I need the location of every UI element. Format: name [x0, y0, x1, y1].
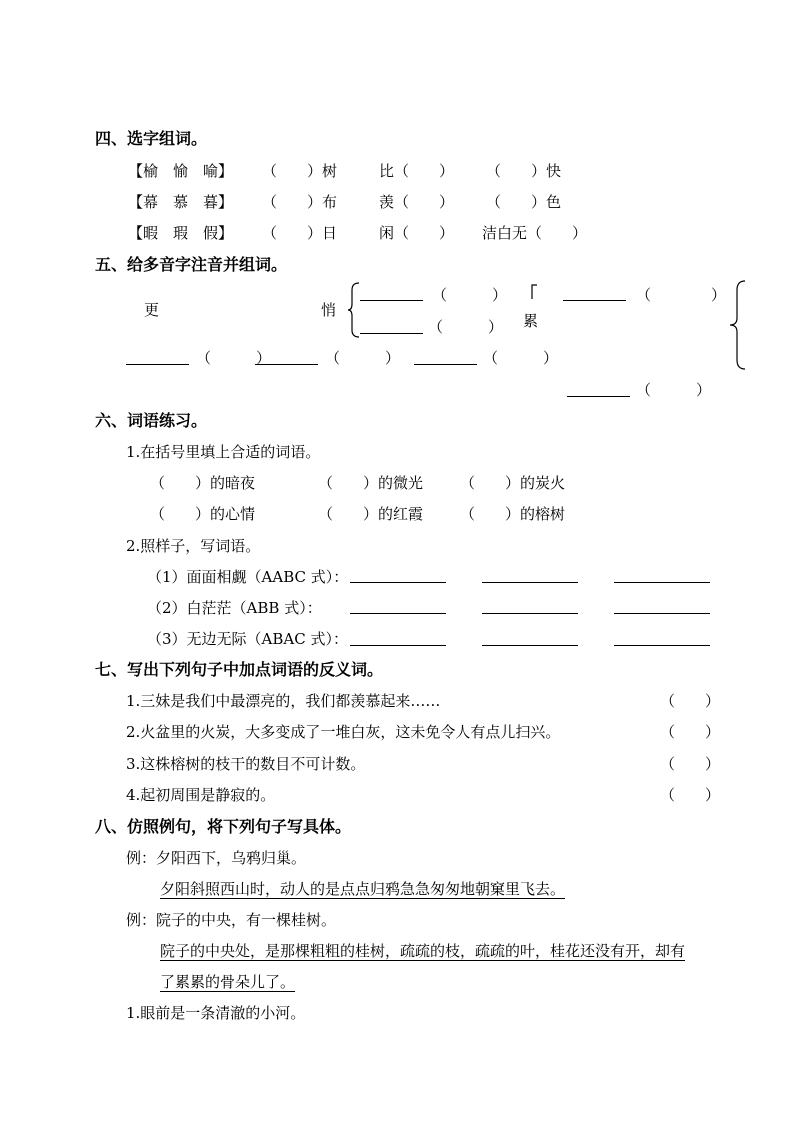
word-group-3: 【暇 瑕 假】	[128, 224, 234, 242]
answer-line	[350, 582, 446, 583]
blank-item-2c: （ ）色	[486, 193, 562, 211]
example-1-answer: 夕阳斜照西山时，动人的是点点归鸦急急匆匆地朝窠里飞去。	[160, 880, 566, 898]
sentence-item: 2.火盆里的火炭，大多变成了一堆白灰，这未免令人有点儿扫兴。	[126, 723, 561, 741]
answer-line	[126, 364, 189, 365]
answer-line	[350, 613, 446, 614]
blank-item-2a: （ ）布	[262, 193, 338, 211]
pinyin-paren: （ ）	[325, 349, 401, 367]
pinyin-paren: （ ）	[636, 381, 712, 399]
section-4-heading: 四、选字组词。	[95, 129, 208, 148]
example-1: 例：夕阳西下，乌鸦归巢。	[126, 849, 307, 867]
fill-item: （ ）的炭火	[460, 474, 566, 492]
blank-item-3c: 洁白无（ ）	[482, 224, 588, 242]
answer-line	[360, 333, 423, 334]
brace-right-icon	[730, 280, 746, 370]
pinyin-paren: （ ）	[636, 286, 727, 304]
answer-line	[255, 364, 318, 365]
answer-line	[482, 645, 578, 646]
pinyin-paren: （ ）	[483, 349, 559, 367]
brace-icon	[348, 282, 360, 338]
answer-line	[360, 300, 423, 301]
sentence-item: 4.起初周围是静寂的。	[126, 786, 276, 804]
answer-line	[482, 582, 578, 583]
question-2: 2.照样子，写词语。	[126, 537, 261, 555]
sentence-item: 1.三妹是我们中最漂亮的，我们都羡慕起来……	[126, 692, 441, 710]
pattern-item: （1）面面相觑（AABC 式）：	[147, 568, 349, 586]
section-7-heading: 七、写出下列句子中加点词语的反义词。	[95, 660, 384, 679]
pattern-item: （2）白茫茫（ABB 式）：	[147, 599, 322, 617]
answer-line	[614, 613, 710, 614]
word-group-2: 【幕 慕 暮】	[128, 193, 234, 211]
fill-item: （ ）的暗夜	[150, 474, 256, 492]
pinyin-paren: （ ）	[428, 318, 504, 336]
word-group-1: 【榆 愉 喻】	[128, 162, 234, 180]
example-2-answer-line-2: 了累累的骨朵儿了。	[160, 973, 296, 991]
fill-item: （ ）的榕树	[460, 505, 566, 523]
question-item: 1.眼前是一条清澈的小河。	[126, 1004, 306, 1022]
pinyin-paren: （ ）	[432, 286, 508, 304]
answer-line	[482, 613, 578, 614]
blank-item-1c: （ ）快	[486, 162, 562, 180]
fill-item: （ ）的红霞	[318, 505, 424, 523]
bracket-icon	[529, 284, 539, 300]
pinyin-paren: （ ）	[196, 349, 272, 367]
blank-item-1a: （ ）树	[262, 162, 338, 180]
blank-item-1b: 比（ ）	[379, 162, 455, 180]
fill-item: （ ）的心情	[150, 505, 256, 523]
example-2: 例：院子的中央，有一棵桂树。	[126, 911, 337, 929]
answer-line	[614, 645, 710, 646]
sentence-item: 3.这株榕树的枝干的数目不可计数。	[126, 755, 366, 773]
polyphone-char-3: 累	[523, 312, 539, 330]
answer-paren: （ ）	[660, 786, 721, 804]
answer-line	[567, 396, 630, 397]
fill-item: （ ）的微光	[318, 474, 424, 492]
answer-line	[563, 300, 626, 301]
section-6-heading: 六、词语练习。	[95, 411, 208, 430]
answer-paren: （ ）	[660, 692, 721, 710]
question-1: 1.在括号里填上合适的词语。	[126, 443, 321, 461]
answer-line	[414, 364, 477, 365]
answer-line	[614, 582, 710, 583]
answer-line	[350, 645, 446, 646]
blank-item-3a: （ ）日	[262, 224, 338, 242]
example-2-answer-line-1: 院子的中央处，是那棵粗粗的桂树，疏疏的枝，疏疏的叶，桂花还没有开，却有	[160, 942, 686, 960]
section-5-heading: 五、给多音字注音并组词。	[95, 255, 288, 274]
answer-paren: （ ）	[660, 755, 721, 773]
pattern-item: （3）无边无际（ABAC 式）：	[147, 630, 348, 648]
section-8-heading: 八、仿照例句，将下列句子写具体。	[95, 817, 352, 836]
answer-paren: （ ）	[660, 723, 721, 741]
polyphone-char-2: 悄	[321, 301, 337, 319]
blank-item-3b: 闲（ ）	[379, 224, 455, 242]
blank-item-2b: 羡（ ）	[379, 193, 455, 211]
polyphone-char-1: 更	[144, 301, 160, 319]
